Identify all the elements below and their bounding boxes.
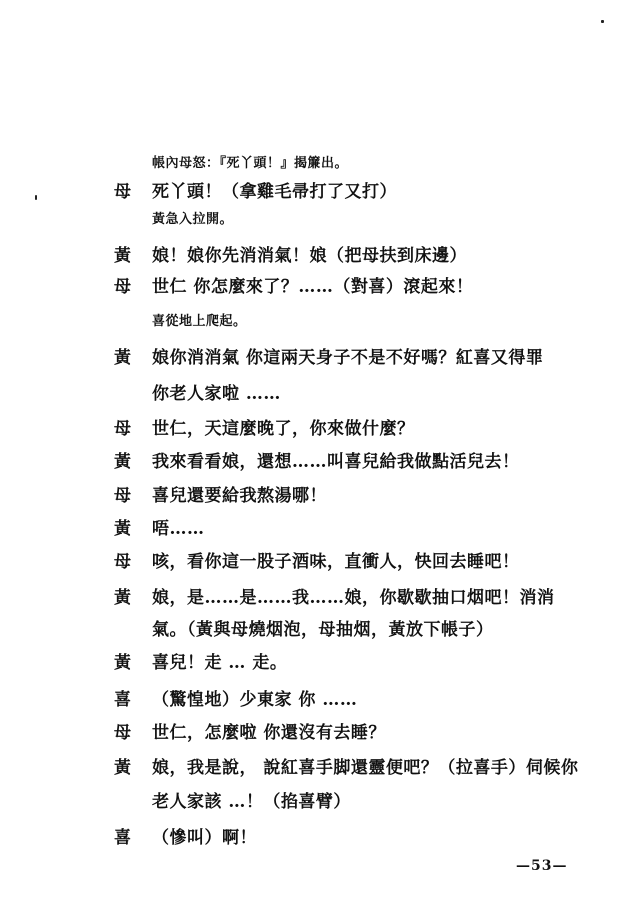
speaker-name: 母 <box>114 552 131 572</box>
speaker-name: 母 <box>114 182 131 202</box>
dialogue-text: 死丫頭！（拿雞毛帚打了又打） <box>152 182 397 202</box>
dialogue-text: 娘你消消氣 你這兩天身子不是不好嗎？紅喜又得罪 <box>152 348 544 368</box>
dialogue-text: 娘，是……是……我……娘，你歇歇抽口烟吧！消消 <box>152 588 555 608</box>
dialogue-text: （驚惶地）少東家 你 …… <box>152 690 358 710</box>
page-number: —53— <box>516 858 568 874</box>
dialogue-text: 氣。（黃與母燒烟泡，母抽烟，黃放下帳子） <box>152 620 494 640</box>
stage-direction-line <box>0 306 640 338</box>
speaker-name: 喜 <box>114 690 131 710</box>
dialogue-text: 喜兒！走 … 走。 <box>152 653 288 673</box>
dialogue-line <box>0 342 640 374</box>
speaker-name: 黃 <box>114 653 131 673</box>
dialogue-line <box>0 647 640 679</box>
speaker-name: 黃 <box>114 452 131 472</box>
dialogue-text: （慘叫）啊！ <box>152 828 257 848</box>
stage-direction-text: 帳內母怒：『死丫頭！』揭簾出。 <box>152 156 349 171</box>
dialogue-line <box>0 786 640 818</box>
dialogue-text: 我來看看娘，還想……叫喜兒給我做點活兒去！ <box>152 452 520 472</box>
dialogue-line <box>0 413 640 445</box>
dialogue-text: 娘！娘你先消消氣！娘（把母扶到床邊） <box>152 246 467 266</box>
speaker-name: 母 <box>114 277 131 297</box>
speaker-name: 母 <box>114 486 131 506</box>
dialogue-line <box>0 614 640 646</box>
dialogue-line <box>0 752 640 784</box>
dialogue-text: 唔…… <box>152 519 205 539</box>
dialogue-line <box>0 513 640 545</box>
dialogue-line <box>0 240 640 272</box>
dialogue-text: 你老人家啦 …… <box>152 384 281 404</box>
speaker-name: 喜 <box>114 828 131 848</box>
dialogue-line <box>0 684 640 716</box>
speaker-name: 黃 <box>114 348 131 368</box>
speaker-name: 母 <box>114 723 131 743</box>
speaker-name: 黃 <box>114 519 131 539</box>
ink-speck <box>601 20 604 23</box>
dialogue-line <box>0 717 640 749</box>
dialogue-text: 咳，看你這一股子酒味，直衝人，快回去睡吧！ <box>152 552 520 572</box>
dialogue-line <box>0 378 640 410</box>
speaker-name: 母 <box>114 419 131 439</box>
speaker-name: 黃 <box>114 758 131 778</box>
dialogue-text: 娘，我是說， 說紅喜手脚還靈便吧？（拉喜手）伺候你 <box>152 758 579 778</box>
dialogue-line <box>0 446 640 478</box>
dialogue-text: 老人家該 …！（掐喜臂） <box>152 792 351 812</box>
stage-direction-text: 喜從地上爬起。 <box>152 314 247 329</box>
dialogue-line <box>0 271 640 303</box>
stage-direction-line <box>0 204 640 236</box>
dialogue-line <box>0 480 640 512</box>
dialogue-line <box>0 822 640 854</box>
speaker-name: 黃 <box>114 246 131 266</box>
dialogue-text: 世仁，天這麼晚了，你來做什麼？ <box>152 419 415 439</box>
dialogue-text: 世仁 你怎麼來了？……（對喜）滾起來！ <box>152 277 474 297</box>
dialogue-line <box>0 546 640 578</box>
dialogue-line <box>0 582 640 614</box>
stage-direction-text: 黃急入拉開。 <box>152 212 234 227</box>
dialogue-text: 喜兒還要給我熬湯哪！ <box>152 486 327 506</box>
dialogue-text: 世仁，怎麼啦 你還沒有去睡？ <box>152 723 386 743</box>
speaker-name: 黃 <box>114 588 131 608</box>
